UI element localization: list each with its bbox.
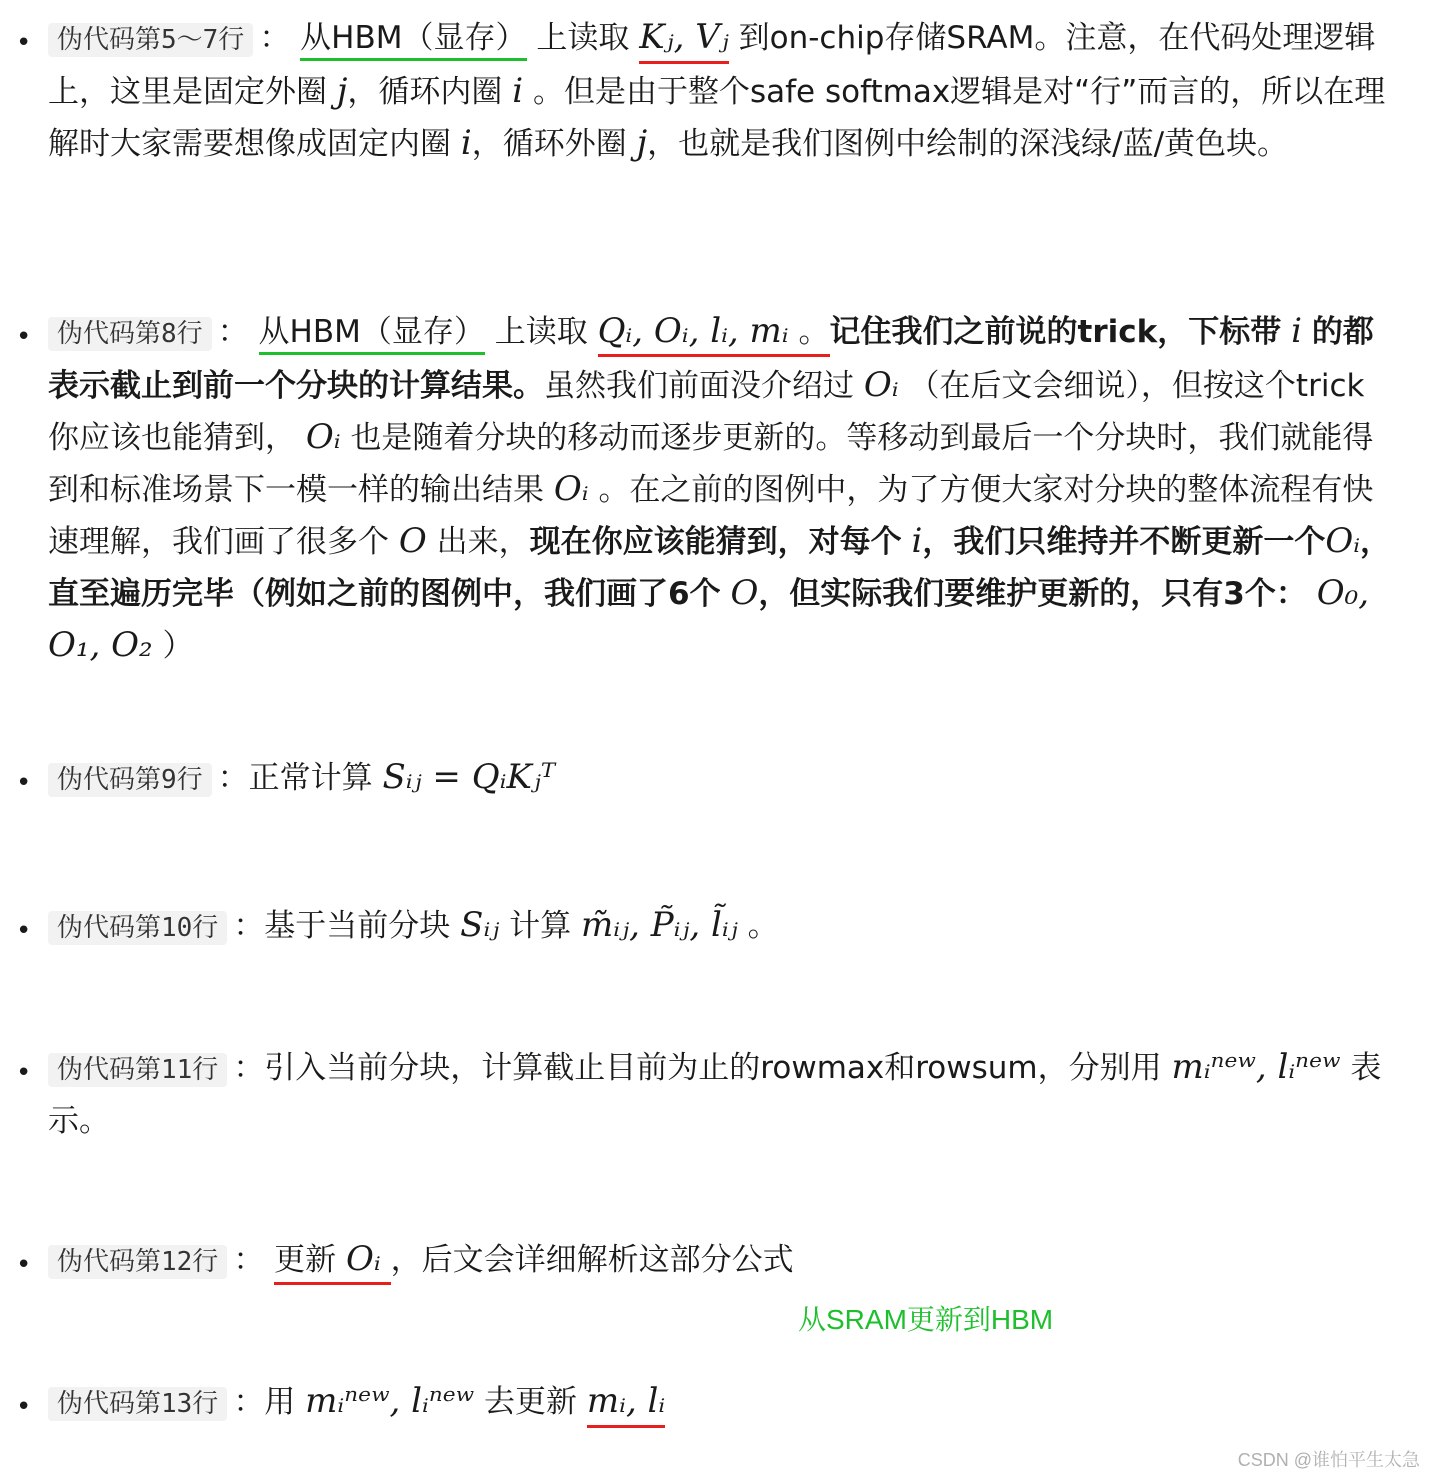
math-sij: Sᵢⱼ [460, 905, 500, 945]
math-mnew-lnew: mᵢⁿᵉʷ, lᵢⁿᵉʷ [1171, 1047, 1341, 1087]
math-tilde-mpl: m̃ᵢⱼ, P̃ᵢⱼ, l̃ᵢⱼ [581, 905, 738, 945]
paragraph: 伪代码第8行 ： 从HBM（显存） 上读取 Qᵢ, Oᵢ, lᵢ, mᵢ 。记住我们之前说的trick，下标带 i 的都表示截止到前一个分块的计算结果。虽然我们前面没介绍过 Oᵢ （在后文会细说），但按这个trick你应该也能猜到， Oᵢ 也是随着分块的移动而逐步更新的。等移动到最后一个分块时，我们就能得到和标准场景下一模一样的输出结果 Oᵢ 。在之前的图例中，为了方便大家对分块的整体流程有快速理解，我们画了很多个 O 出来，现在你应该能猜到，对每个 i，我们只维持并不断更新一个Oᵢ，直至遍历完毕（例如之前的图例中，我们画了6个 O，但实际我们要维护更新的，只有3个： O₀, O₁, O₂ ） [48, 311, 1392, 665]
code-label: 伪代码第8行 [48, 317, 212, 351]
bullet: • [16, 916, 32, 946]
math-o: O [398, 521, 427, 561]
math-o012: O₀, O₁, O₂ [48, 573, 1370, 665]
code-label: 伪代码第13行 [48, 1387, 227, 1421]
code-label: 伪代码第9行 [48, 763, 212, 797]
math-kv: Kⱼ, Vⱼ [639, 17, 729, 64]
math-sij-eq: Sᵢⱼ = QᵢKⱼᵀ [382, 757, 556, 797]
bullet: • [16, 1058, 32, 1088]
code-label: 伪代码第12行 [48, 1245, 227, 1279]
math-i: i [512, 71, 524, 111]
paragraph: 伪代码第11行 ：引入当前分块，计算截止目前为止的rowmax和rowsum，分别用 mᵢⁿᵉʷ, lᵢⁿᵉʷ 表示。 [48, 1047, 1382, 1139]
math-j: j [636, 123, 648, 163]
math-oi: Oᵢ [305, 417, 341, 457]
code-label: 伪代码第5～7行 [48, 23, 253, 57]
bullet: • [16, 28, 32, 58]
bullet: • [16, 1250, 32, 1280]
math-qolm: Qᵢ, Oᵢ, lᵢ, mᵢ [597, 311, 789, 351]
update-underline-group: 更新 Oᵢ [274, 1242, 390, 1285]
math-j: j [336, 71, 348, 111]
code-label: 伪代码第11行 [48, 1053, 227, 1087]
math-mi-li: mᵢ, lᵢ [587, 1381, 665, 1428]
math-mnew-lnew: mᵢⁿᵉʷ, lᵢⁿᵉʷ [305, 1381, 475, 1421]
math-o: O [730, 573, 759, 613]
hbm-highlight: 从HBM（显存） [300, 20, 526, 61]
bullet: • [16, 1392, 32, 1422]
paragraph: 伪代码第10行 ：基于当前分块 Sᵢⱼ 计算 m̃ᵢⱼ, P̃ᵢⱼ, l̃ᵢⱼ 。 [48, 900, 1393, 954]
paragraph: 伪代码第12行 ： 更新 Oᵢ ，后文会详细解析这部分公式 [48, 1234, 1393, 1288]
annotation-green-note: 从SRAM更新到HBM [798, 1304, 1054, 1335]
math-oi: Oᵢ [1325, 521, 1361, 561]
bullet: • [16, 322, 32, 352]
math-oi: Oᵢ [553, 469, 589, 509]
math-underline-group: Qᵢ, Oᵢ, lᵢ, mᵢ 。 [598, 314, 830, 357]
code-label: 伪代码第10行 [48, 911, 227, 945]
math-i: i [1291, 311, 1302, 351]
paragraph: 伪代码第13行 ：用 mᵢⁿᵉʷ, lᵢⁿᵉʷ 去更新 mᵢ, lᵢ [48, 1376, 1393, 1430]
bullet: • [16, 768, 32, 798]
math-i: i [460, 123, 472, 163]
math-oi: Oᵢ [863, 365, 899, 405]
paragraph: 伪代码第5～7行 ： 从HBM（显存） 上读取 Kⱼ, Vⱼ 到on-chip存储SRAM。注意，在代码处理逻辑上，这里是固定外圈 j，循环内圈 i 。但是由于整个safe softmax逻辑是对“行”而言的，所以在理解时大家需要想像成固定内圈 i，循环外圈 j，也就是我们图例中绘制的深浅绿/蓝/黄色块。 [48, 17, 1386, 163]
math-i: i [911, 521, 923, 561]
hbm-highlight: 从HBM（显存） [259, 314, 485, 355]
paragraph: 伪代码第9行 ：正常计算 Sᵢⱼ = QᵢKⱼᵀ [48, 752, 1393, 806]
watermark: CSDN @谁怕平生太急 [1237, 1450, 1420, 1470]
math-oi: Oᵢ [346, 1239, 381, 1279]
